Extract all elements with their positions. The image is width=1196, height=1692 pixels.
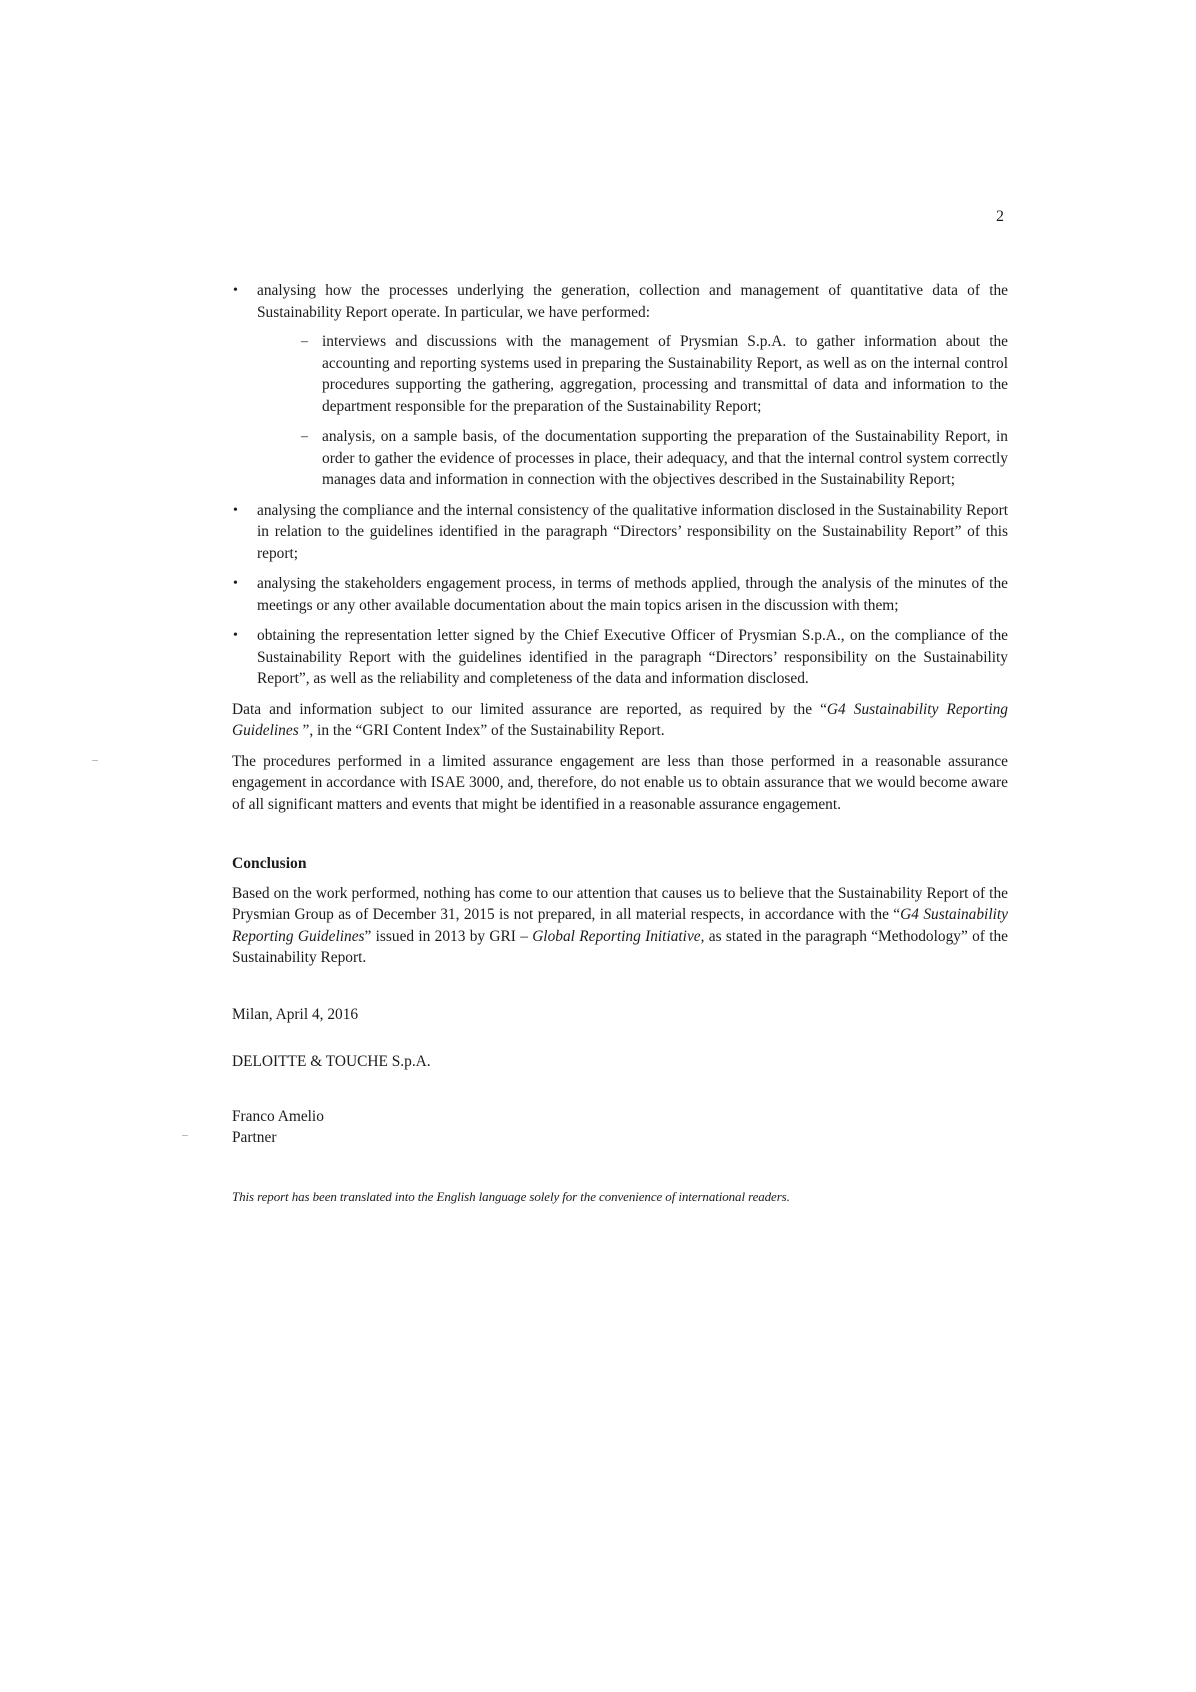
scan-mark	[182, 1135, 188, 1136]
sub-item	[297, 426, 1008, 491]
bullet-icon: •	[233, 576, 238, 591]
conclusion-heading: Conclusion	[232, 855, 307, 872]
bullet-icon: •	[233, 283, 238, 298]
bullet-text: analysing how the processes underlying the generation, collection and management of quantitative data of the Sustainability Report operate. In particular, we have performed:	[257, 282, 1008, 321]
bullet-text: obtaining the representation letter signed by the Chief Executive Officer of Prysmian S.p.A., on the compliance of the Sustainability Report with the guidelines identified in the paragraph “Directors’ responsibility on the Sustainability Report”, as well as the reliability and completeness of the data and information disclosed.	[257, 627, 1008, 687]
place-date: Milan, April 4, 2016	[232, 1005, 359, 1023]
sub-item-text: interviews and discussions with the management of Prysmian S.p.A. to gather information about the accounting and reporting systems used in preparing the Sustainability Report, as well as on the internal control procedures supporting the gathering, aggregation, processing and transmittal of data and information to the department responsible for the preparation of the Sustainability Report;	[322, 333, 1008, 415]
signer-name: Franco Amelio	[232, 1107, 324, 1125]
procedures-paragraph: The procedures performed in a limited assurance engagement are less than those performed in a reasonable assurance engagement in accordance with ISAE 3000, and, therefore, do not enable us to obtain assurance that we would become aware of all significant matters and events that might be identified in a reasonable assurance engagement.	[232, 752, 1008, 813]
bullet-item	[232, 500, 1008, 565]
data-paragraph: Data and information subject to our limited assurance are reported, as required by the “G4 Sustainability Reporting Guidelines ”, in the “GRI Content Index” of the Sustainability Report.	[232, 700, 1008, 739]
bullet-icon: •	[233, 628, 238, 643]
dash-icon: –	[301, 429, 308, 444]
sub-item	[297, 331, 1008, 417]
page-number: 2	[996, 208, 1004, 225]
scan-mark	[92, 760, 98, 761]
bullet-icon: •	[233, 502, 238, 518]
firm-name: DELOITTE & TOUCHE S.p.A.	[232, 1053, 431, 1070]
signer-title: Partner	[232, 1129, 277, 1146]
conclusion-paragraph: Based on the work performed, nothing has come to our attention that causes us to believe that the Sustainability Report of the Prysmian Group as of December 31, 2015 is not prepared, in all material respects, in accordance with the “G4 Sustainability Reporting Guidelines” issued in 2013 by GRI – Global Reporting Initiative, as stated in the paragraph “Methodology” of the Sustainability Report.	[232, 884, 1008, 966]
translation-note: This report has been translated into the English language solely for the convenience of international readers.	[232, 1188, 790, 1204]
bullet-item	[232, 625, 1008, 690]
bullet-item	[232, 573, 1008, 616]
bullet-item	[232, 280, 1008, 491]
bullet-text: analysing the stakeholders engagement process, in terms of methods applied, through the analysis of the minutes of the meetings or any other available documentation about the main topics arisen in the discussion with them;	[257, 575, 1008, 614]
dash-icon: –	[301, 334, 308, 349]
sub-item-text: analysis, on a sample basis, of the documentation supporting the preparation of the Sustainability Report, in order to gather the evidence of processes in place, their adequacy, and that the internal control system correctly manages data and information in connection with the objectives described in the Sustainability Report;	[322, 428, 1008, 488]
report-body	[232, 280, 1008, 1220]
bullet-text: analysing the compliance and the internal consistency of the qualitative information disclosed in the Sustainability Report in relation to the guidelines identified in the paragraph “Directors’ responsibility on the Sustainability Report” of this report;	[257, 501, 1008, 562]
